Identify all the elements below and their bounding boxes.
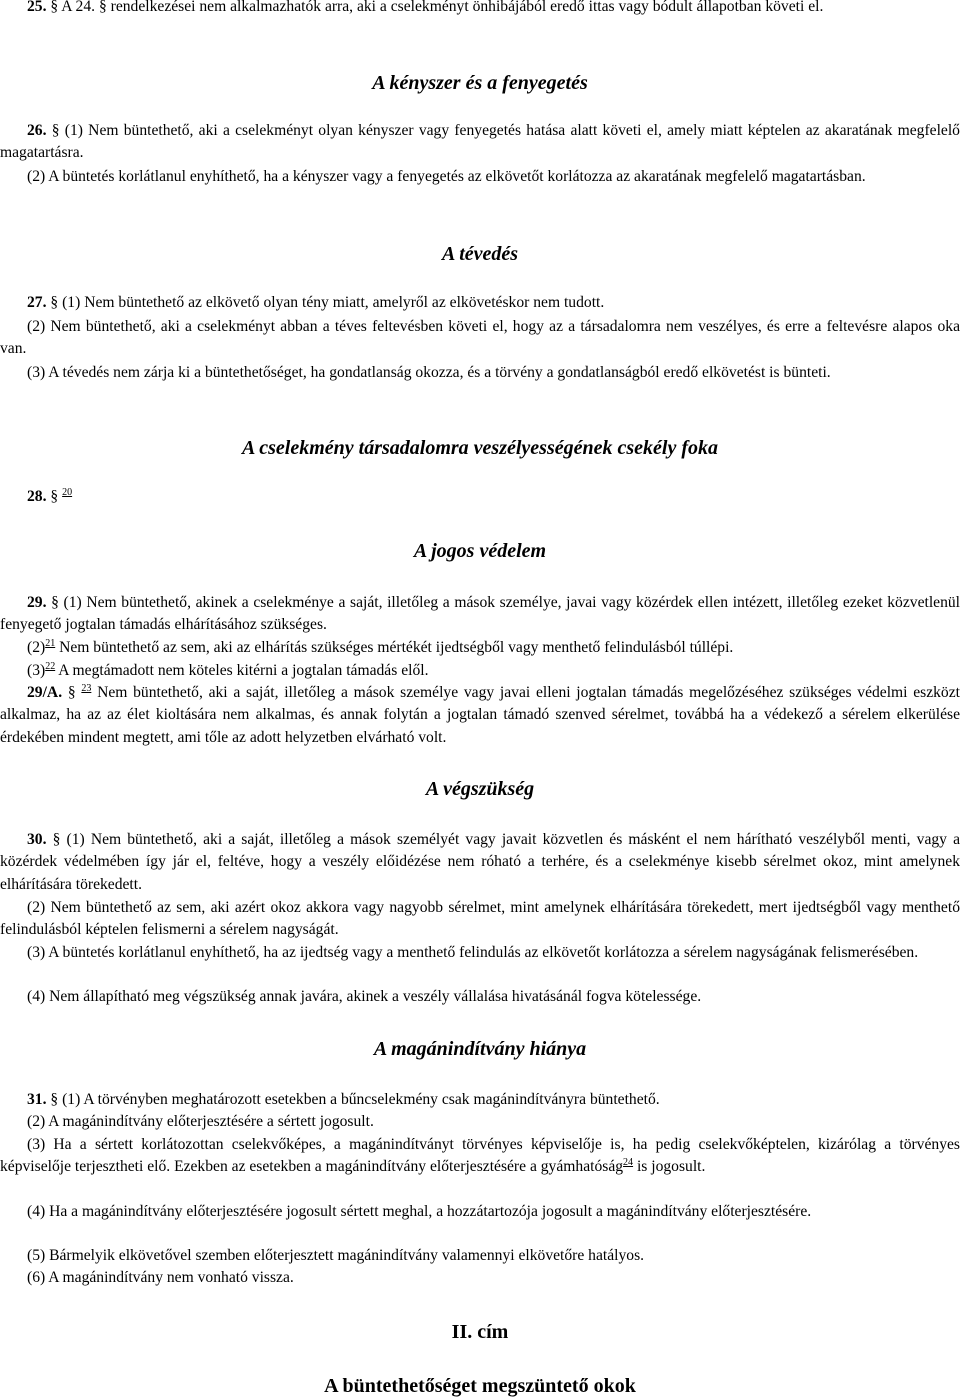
section-31-par-2: (2) A magánindítvány előterjesztésére a sértett jogosult. [27, 1113, 374, 1130]
section-30-par-1 [0, 829, 960, 896]
section-sign: § [50, 1091, 59, 1108]
section-text: A 24. § rendelkezései nem alkalmazhatók arra, aki a cselekményt önhibájából eredő ittas vagy bódult állapotban követi el. [61, 0, 824, 15]
paragraph-text-end: is jogosult. [633, 1158, 706, 1176]
section-27-par-1 [0, 292, 960, 314]
section-number: 31. [27, 1091, 47, 1108]
section-31-par-3 [0, 1134, 960, 1179]
section-number: 27. [27, 294, 47, 311]
paragraph-text: (1) Nem büntethető, aki a cselekményt olyan kényszer vagy fenyegetés hatása alatt követi el, amely miatt képtelen az akaratának megfelelő magatartásra. [0, 122, 960, 162]
section-30-par-3: (3) A büntetés korlátlanul enyhíthető, ha az ijedtség vagy a menthető felindulás az elkövetőt korlátozza a sérelem nagyságának felismerésében. [27, 944, 919, 961]
section-27-par-2: (2) Nem büntethető, aki a cselekményt abban a téves feltevésben követi el, hogy az a társadalomra nem veszélyes, és erre a feltevésre alapos oka van. [0, 318, 960, 358]
paragraph-number: (3) [27, 662, 46, 679]
paragraph-text: (1) A törvényben meghatározott esetekben a bűncselekmény csak magánindítványra büntethető. [62, 1091, 660, 1108]
heading-tevedes: A tévedés [441, 243, 519, 265]
section-31-par-5: (5) Bármelyik elkövetővel szemben előterjesztett magánindítvány valamennyi elkövetőre hatályos. [27, 1247, 645, 1264]
section-30-par-4: (4) Nem állapítható meg végszükség annak javára, akinek a veszély vállalása hivatásánál fogva kötelessége. [27, 988, 702, 1005]
section-29-par-3 [0, 660, 960, 682]
heading-vegszukseg: A végszükség [425, 778, 535, 800]
section-number: 26. [27, 122, 47, 139]
footnote-link-23[interactable]: 23 [81, 683, 92, 694]
section-sign: § [52, 831, 61, 848]
footnote-link-24[interactable]: 24 [623, 1157, 634, 1169]
section-number: 29. [27, 594, 47, 611]
section-31-par-6: (6) A magánindítvány nem vonható vissza. [27, 1269, 294, 1286]
section-27-par-3: (3) A tévedés nem zárja ki a büntethetőséget, ha gondatlanság okozza, és a törvény a gondatlanságból eredő elkövetést is bünteti. [27, 364, 831, 381]
section-31-par-1 [0, 1089, 960, 1111]
section-number: 28. [27, 488, 47, 505]
paragraph-text: Nem büntethető az sem, aki az elhárítás szükséges mértékét ijedtségből vagy menthető felindulásból túllépi. [55, 639, 734, 656]
paragraph-text: A megtámadott nem köteles kitérni a jogtalan támadás elől. [55, 662, 429, 679]
heading-kenyszer: A kényszer és a fenyegetés [372, 72, 588, 94]
section-sign: § [51, 122, 60, 139]
heading-title-ii: II. cím [451, 1321, 509, 1343]
paragraph-text: (1) Nem büntethető, aki a saját, illetőleg a mások személyét vagy javait közvetlen és másként el nem hárítható veszélyből menti, vagy a közérdek védelmében így jár el, feltéve, hogy a veszély előidézése nem róható a terhére, és a cselekménye kisebb sérelmet okoz, mint amelynek elhárítására törekedett. [0, 831, 960, 893]
footnote-link-22[interactable]: 22 [45, 661, 56, 672]
section-26-par-2: (2) A büntetés korlátlanul enyhíthető, ha a kényszer vagy a fenyegetés az elkövetőt korlátozza az akaratának megfelelő magatartásban. [27, 168, 866, 185]
section-29a [0, 682, 960, 749]
section-sign: § [50, 294, 59, 311]
heading-jogos: A jogos védelem [413, 540, 547, 562]
section-26-par-1 [0, 120, 960, 165]
paragraph-text: (1) Nem büntethető, akinek a cselekménye a saját, illetőleg a mások személye, javai vagy közérdek ellen intézett, illetőleg ezeket közvetlenül fenyegető jogtalan támadás elhárításához szükséges. [0, 594, 960, 634]
paragraph-text: (1) Nem büntethető az elkövető olyan tény miatt, amelyről az elkövetéskor nem tudott. [62, 294, 605, 311]
heading-maganinditvany: A magánindítvány hiánya [373, 1038, 587, 1060]
section-30-par-2: (2) Nem büntethető az sem, aki azért okoz akkora vagy nagyobb sérelmet, mint amelynek elhárítására törekedett, mert ijedtségből vagy menthető felindulásból képtelen felismerni a sérelem nagyságát. [0, 899, 960, 939]
section-sign: § [51, 594, 59, 611]
heading-megszunteto-okok: A büntethetőséget megszüntető okok [324, 1375, 636, 1397]
section-sign: § [67, 684, 76, 701]
section-number: 29/A. [27, 684, 63, 701]
section-31-par-4: (4) Ha a magánindítvány előterjesztésére jogosult sértett meghal, a hozzátartozója jogosult a magánindítvány előterjesztésére. [27, 1203, 812, 1220]
section-text: Nem büntethető, aki a saját, illetőleg a mások személye vagy javai elleni jogtalan támadás megelőzéséhez szükséges védelmi eszközt alkalmaz, ha az az élet kioltására nem alkalmas, és annak folytán a jogtalan támadó szenved sérelmet, továbbá ha a védekező a sérelem elkerülése érdekében mindent megtett, ami tőle az adott helyzetben elvárható volt. [0, 684, 960, 746]
heading-csekely: A cselekmény társadalomra veszélyességének csekély foka [242, 437, 718, 459]
section-29-par-2 [0, 637, 960, 659]
footnote-link-21[interactable]: 21 [45, 638, 56, 649]
section-number: 30. [27, 831, 47, 848]
footnote-link-20[interactable]: 20 [62, 487, 73, 498]
section-sign: § [50, 0, 59, 15]
section-sign: § [50, 488, 59, 505]
section-25 [0, 0, 960, 18]
section-number: 25. [27, 0, 47, 15]
section-28 [27, 486, 72, 508]
paragraph-number: (2) [27, 639, 46, 656]
paragraph-text: (3) Ha a sértett korlátozottan cselekvőképes, a magánindítványt törvényes képviselője is, ha pedig cselekvőképtelen, kizárólag a törvényes képviselője terjesztheti elő. Ezekben az esetekben a magánindítvány előterjesztésére a gyámhatóság [0, 1136, 960, 1176]
section-29-par-1 [0, 592, 960, 637]
